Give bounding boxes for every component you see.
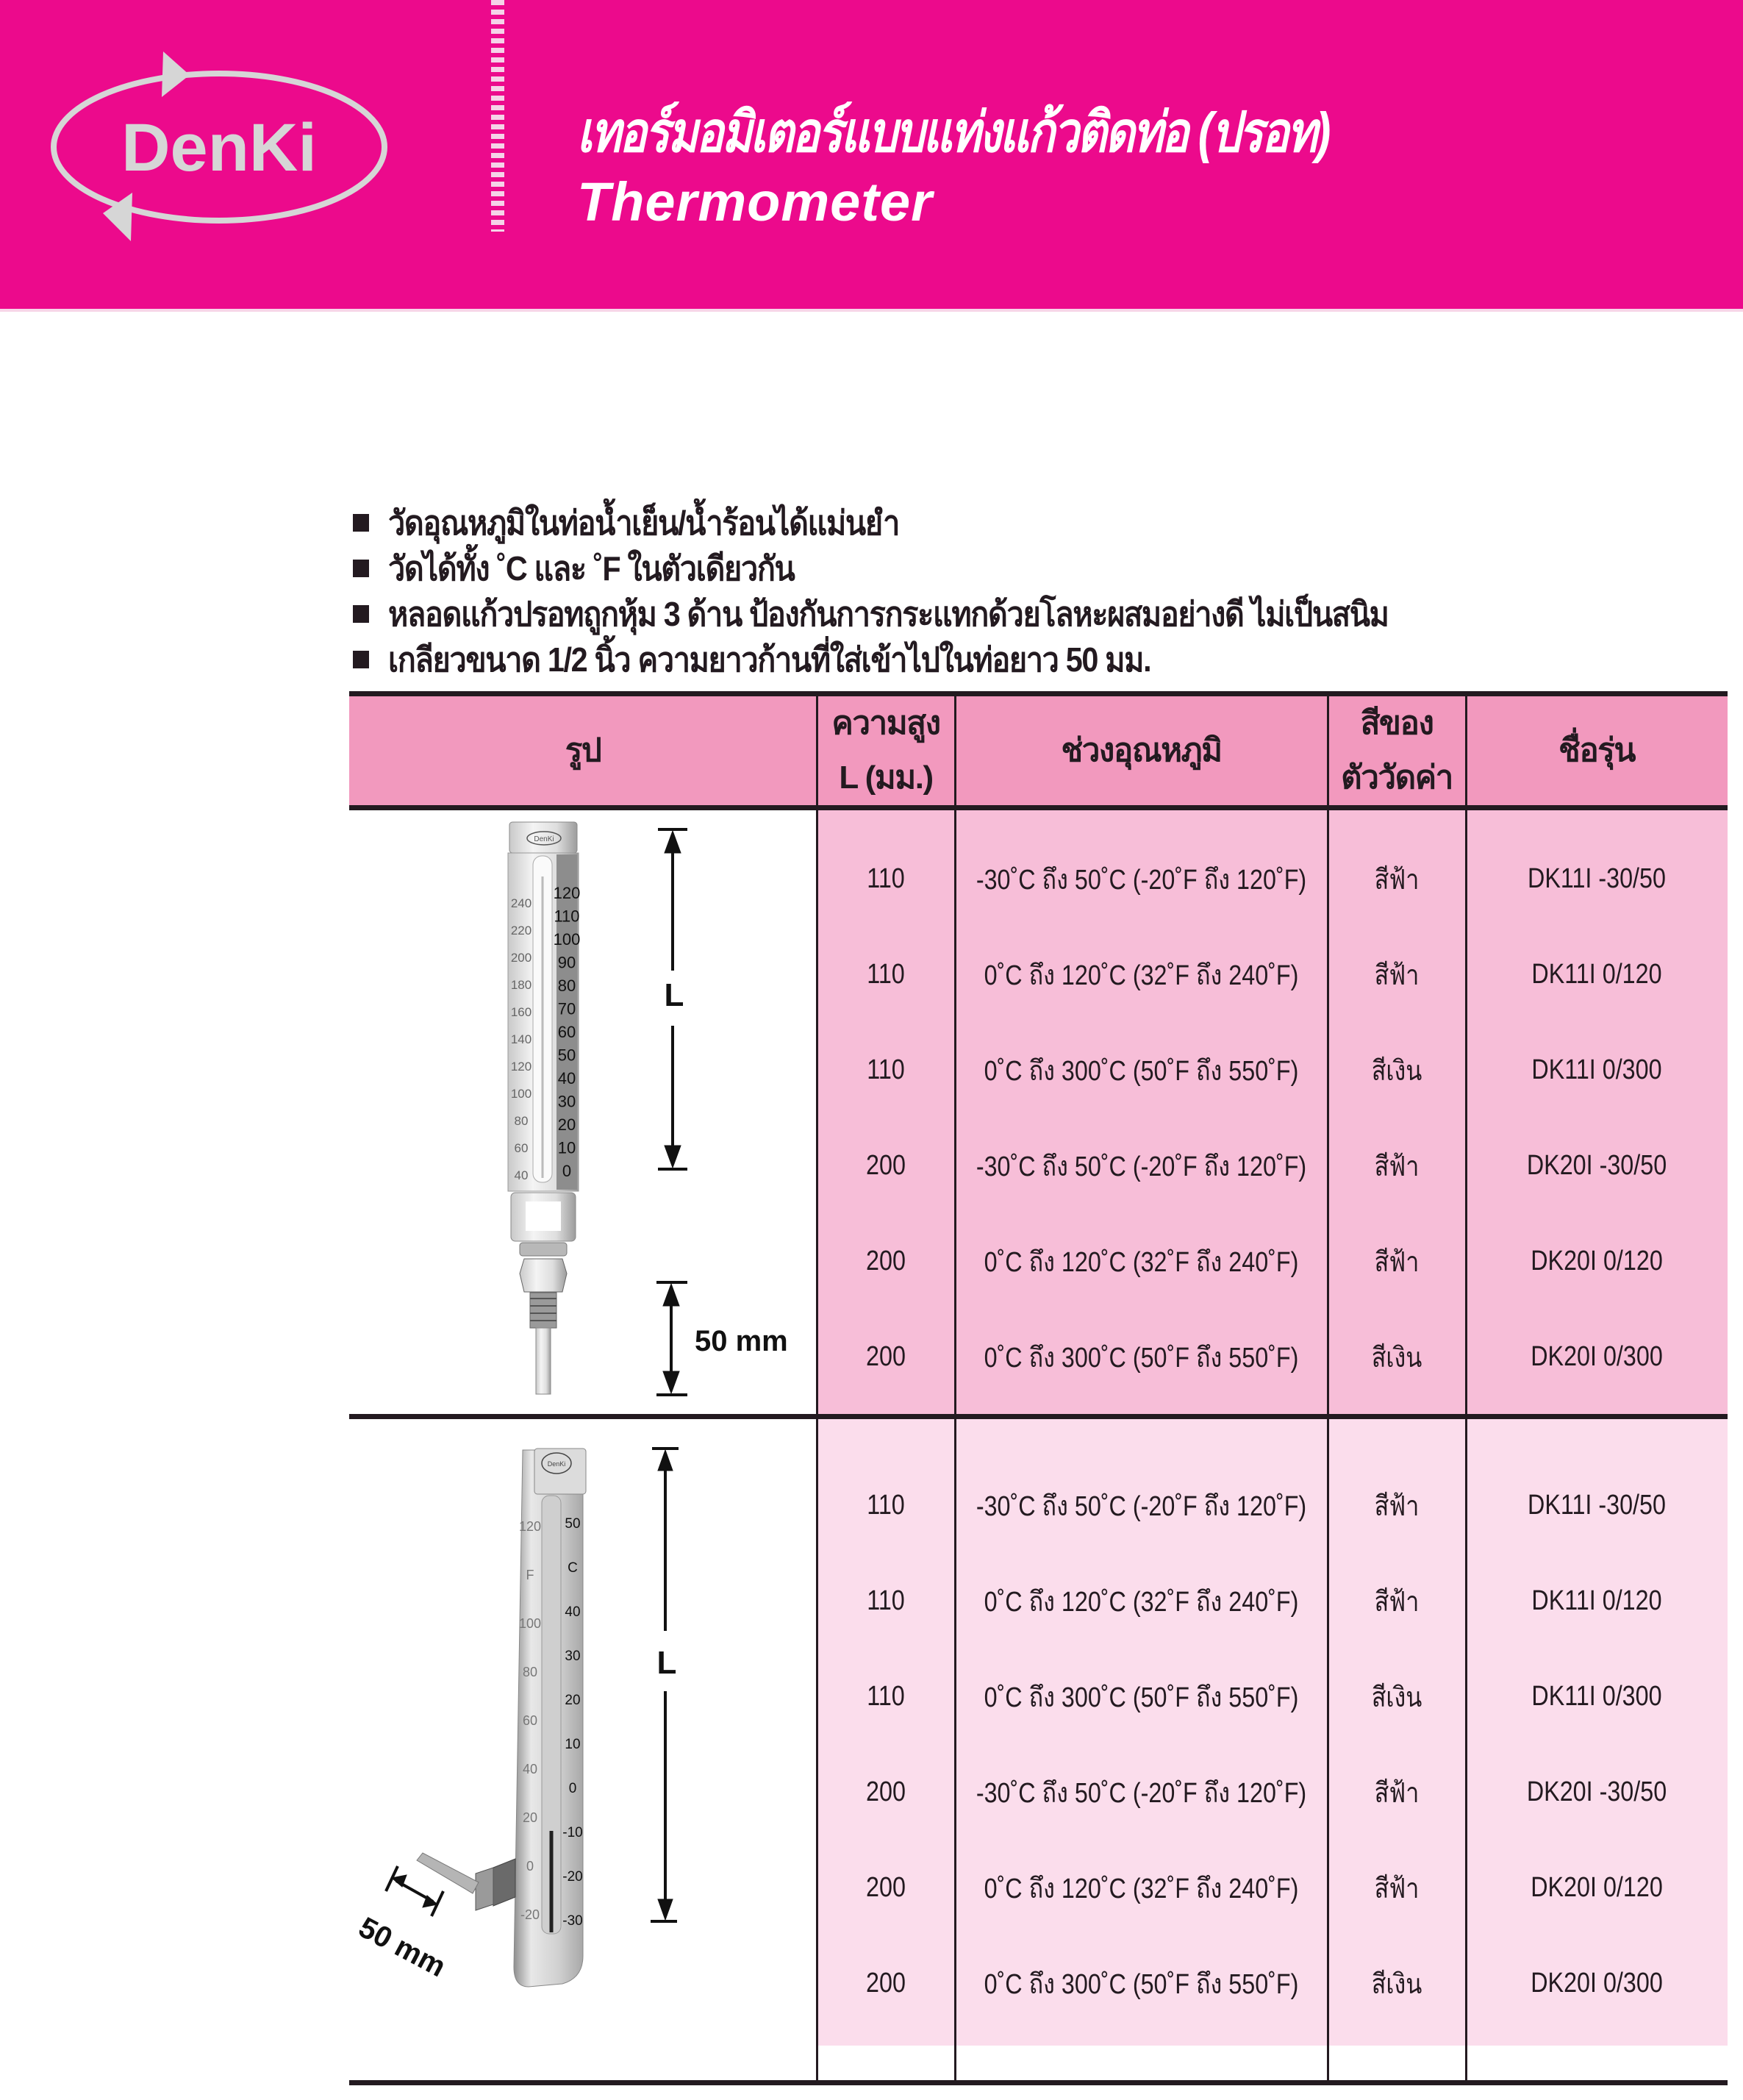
model-cell: DK11I 0/300 bbox=[1531, 1054, 1662, 1085]
straight-thermometer-image bbox=[349, 810, 817, 1414]
scale-tick-label: 220 bbox=[510, 924, 532, 938]
scale-tick-label: -10 bbox=[562, 1825, 583, 1840]
color-cell: สีฟ้า bbox=[1374, 1490, 1420, 1522]
scale-tick-label: 120 bbox=[518, 1519, 542, 1534]
page-title-thai: เทอร์มอมิเตอร์แบบแท่งแก้วติดท่อ (ปรอท) bbox=[577, 101, 1329, 164]
feature-item bbox=[353, 591, 1500, 637]
scale-tick-label: 80 bbox=[522, 1665, 538, 1679]
header-color bbox=[1328, 696, 1466, 805]
model-cell: DK20I 0/120 bbox=[1531, 1245, 1663, 1276]
scale-tick-label: C bbox=[568, 1560, 578, 1576]
group-separator bbox=[349, 1414, 1728, 1419]
dimension-stem-label: 50 mm bbox=[695, 1325, 788, 1357]
height-cell: 110 bbox=[867, 958, 905, 990]
header-image-label: รูป bbox=[565, 732, 601, 768]
header-image bbox=[349, 696, 817, 805]
scale-tick-label: 240 bbox=[510, 896, 532, 910]
column-rule bbox=[1327, 696, 1329, 2080]
feature-text: วัดได้ทั้ง ˚C และ ˚F ในตัวเดียวกัน bbox=[388, 549, 795, 588]
scale-tick-label: 100 bbox=[510, 1087, 532, 1101]
header-color-line2: ตัววัดค่า bbox=[1341, 760, 1453, 796]
color-cell: สีฟ้า bbox=[1374, 960, 1420, 991]
range-cell: 0˚C ถึง 300˚C (50˚F ถึง 550˚F) bbox=[984, 1968, 1299, 2000]
height-cell: 200 bbox=[866, 1245, 906, 1276]
color-cell: สีฟ้า bbox=[1374, 1873, 1420, 1904]
header-height-line2: L (มม.) bbox=[839, 760, 933, 796]
header-range-label: ช่วงอุณหภูมิ bbox=[1061, 732, 1222, 768]
table-row bbox=[817, 1865, 1728, 1910]
model-cell: DK20I 0/300 bbox=[1531, 1340, 1663, 1372]
stem bbox=[417, 1853, 479, 1893]
scale-tick-label: 0 bbox=[562, 1162, 572, 1180]
scale-tick-label: 30 bbox=[565, 1649, 581, 1664]
scale-tick-label: 0 bbox=[526, 1859, 534, 1874]
range-cell: 0˚C ถึง 300˚C (50˚F ถึง 550˚F) bbox=[984, 1682, 1299, 1713]
scale-tick-label: 70 bbox=[557, 999, 576, 1018]
scale-tick-label: 40 bbox=[557, 1069, 576, 1088]
feature-item bbox=[353, 546, 1500, 591]
lock-nut bbox=[520, 1243, 567, 1256]
model-cell: DK11I 0/120 bbox=[1531, 1585, 1662, 1616]
page-title-english: Thermometer bbox=[577, 171, 933, 232]
table-row bbox=[817, 1335, 1728, 1379]
dimension-stem-arrow-icon bbox=[656, 1282, 687, 1395]
scale-tick-label: 20 bbox=[565, 1693, 581, 1708]
color-cell: สีฟ้า bbox=[1374, 1246, 1420, 1278]
dimension-L-label: L bbox=[656, 1645, 677, 1681]
color-cell: สีฟ้า bbox=[1374, 1586, 1420, 1618]
color-cell: สีฟ้า bbox=[1374, 864, 1420, 896]
model-cell: DK11I 0/120 bbox=[1531, 958, 1662, 990]
scale-tick-label: F bbox=[526, 1568, 534, 1582]
range-cell: 0˚C ถึง 120˚C (32˚F ถึง 240˚F) bbox=[984, 960, 1299, 991]
table-row bbox=[817, 857, 1728, 901]
table-row bbox=[817, 1674, 1728, 1718]
denki-logo bbox=[22, 44, 404, 257]
range-cell: 0˚C ถึง 300˚C (50˚F ถึง 550˚F) bbox=[984, 1342, 1299, 1374]
header-range bbox=[955, 696, 1328, 805]
scale-tick-label: 10 bbox=[565, 1737, 581, 1752]
header-height-line1: ความสูง bbox=[831, 705, 940, 741]
column-rule bbox=[1465, 696, 1467, 2080]
scale-tick-label: 110 bbox=[554, 907, 580, 926]
header-model-label: ชื่อรุ่น bbox=[1558, 732, 1635, 768]
height-cell: 110 bbox=[867, 863, 905, 894]
column-rule bbox=[954, 696, 956, 2080]
badge-text: DenKi bbox=[547, 1460, 566, 1468]
header-model bbox=[1466, 696, 1728, 805]
range-cell: 0˚C ถึง 120˚C (32˚F ถึง 240˚F) bbox=[984, 1586, 1299, 1618]
scale-tick-label: 120 bbox=[553, 884, 581, 902]
color-cell: สีฟ้า bbox=[1374, 1151, 1420, 1182]
height-cell: 200 bbox=[866, 1967, 906, 1999]
height-cell: 110 bbox=[867, 1489, 905, 1521]
scale-tick-label: 60 bbox=[557, 1023, 576, 1041]
feature-text: หลอดแก้วปรอทถูกหุ้ม 3 ด้าน ป้องกันการกระแทกด้วยโลหะผสมอย่างดี ไม่เป็นสนิม bbox=[388, 594, 1389, 633]
header-color-line1: สีของ bbox=[1360, 705, 1434, 741]
dimension-L-arrow-icon bbox=[651, 1449, 679, 1921]
scale-tick-label: 50 bbox=[557, 1046, 576, 1065]
range-cell: -30˚C ถึง 50˚C (-20˚F ถึง 120˚F) bbox=[976, 1490, 1307, 1522]
height-cell: 200 bbox=[866, 1871, 906, 1903]
image-cell bbox=[349, 1419, 817, 2046]
color-cell: สีเงิน bbox=[1371, 1682, 1422, 1713]
scale-tick-label: 80 bbox=[557, 976, 576, 995]
thread bbox=[476, 1868, 493, 1910]
feature-text: เกลียวขนาด 1/2 นิ้ว ความยาวก้านที่ใส่เข้าไปในท่อยาว 50 มม. bbox=[388, 640, 1151, 679]
range-cell: -30˚C ถึง 50˚C (-20˚F ถึง 120˚F) bbox=[976, 1777, 1307, 1809]
image-cell bbox=[349, 810, 817, 1414]
dimension-stem-label: 50 mm bbox=[353, 1911, 451, 1984]
table-row bbox=[817, 1961, 1728, 2005]
product-group-straight bbox=[349, 810, 1728, 1414]
scale-tick-label: 80 bbox=[514, 1114, 529, 1128]
scale-tick-label: 200 bbox=[510, 951, 532, 965]
color-cell: สีเงิน bbox=[1371, 1342, 1422, 1374]
scale-tick-label: -20 bbox=[520, 1907, 540, 1922]
feature-item bbox=[353, 637, 1500, 682]
scale-tick-label: 10 bbox=[557, 1138, 576, 1157]
scale-tick-label: 50 bbox=[565, 1516, 581, 1532]
feature-text: วัดอุณหภูมิในท่อน้ำเย็น/น้ำร้อนได้แม่นยำ bbox=[388, 503, 900, 542]
model-cell: DK20I 0/120 bbox=[1531, 1871, 1663, 1903]
dimension-L-label: L bbox=[664, 977, 684, 1013]
range-cell: 0˚C ถึง 120˚C (32˚F ถึง 240˚F) bbox=[984, 1246, 1299, 1278]
table-row bbox=[817, 1483, 1728, 1527]
scale-tick-label: 180 bbox=[510, 978, 532, 992]
feature-list bbox=[353, 500, 1500, 682]
table-bottom-rule bbox=[349, 2080, 1728, 2085]
scale-tick-label: 90 bbox=[557, 953, 576, 972]
hex-nut bbox=[520, 1259, 567, 1292]
bullet-square-icon bbox=[353, 560, 369, 577]
dimension-stem-arrow-icon bbox=[386, 1866, 443, 1916]
badge-text: DenKi bbox=[534, 835, 554, 843]
model-cell: DK11I -30/50 bbox=[1528, 863, 1666, 894]
table-row bbox=[817, 1048, 1728, 1092]
socket-window bbox=[526, 1201, 561, 1231]
scale-tick-label: 60 bbox=[514, 1141, 529, 1155]
model-cell: DK11I 0/300 bbox=[1531, 1680, 1662, 1712]
range-cell: -30˚C ถึง 50˚C (-20˚F ถึง 120˚F) bbox=[976, 1151, 1307, 1182]
scale-tick-label: 0 bbox=[568, 1781, 577, 1796]
model-cell: DK20I -30/50 bbox=[1526, 1776, 1667, 1807]
scale-tick-label: -20 bbox=[562, 1869, 583, 1885]
header-height bbox=[817, 696, 955, 805]
model-cell: DK20I 0/300 bbox=[1531, 1967, 1663, 1999]
scale-tick-label: 100 bbox=[553, 930, 581, 949]
scale-tick-label: -30 bbox=[562, 1913, 583, 1929]
scale-tick-label: 160 bbox=[510, 1005, 532, 1019]
height-cell: 200 bbox=[866, 1340, 906, 1372]
height-cell: 200 bbox=[866, 1149, 906, 1181]
scale-tick-label: 30 bbox=[557, 1092, 576, 1111]
table-row bbox=[817, 1143, 1728, 1188]
angled-thermometer-image bbox=[349, 1419, 817, 2046]
table-row bbox=[817, 1579, 1728, 1623]
hex-nut bbox=[493, 1859, 515, 1906]
height-cell: 110 bbox=[867, 1054, 905, 1085]
logo-text: DenKi bbox=[121, 110, 317, 185]
range-cell: 0˚C ถึง 300˚C (50˚F ถึง 550˚F) bbox=[984, 1055, 1299, 1087]
model-cell: DK11I -30/50 bbox=[1528, 1489, 1666, 1521]
feature-item bbox=[353, 500, 1500, 546]
range-cell: -30˚C ถึง 50˚C (-20˚F ถึง 120˚F) bbox=[976, 864, 1307, 896]
table-row bbox=[817, 952, 1728, 996]
scale-tick-label: 20 bbox=[557, 1115, 576, 1134]
model-cell: DK20I -30/50 bbox=[1526, 1149, 1667, 1181]
color-cell: สีเงิน bbox=[1371, 1968, 1422, 2000]
logo-arrow-right-icon bbox=[162, 51, 190, 97]
range-cell: 0˚C ถึง 120˚C (32˚F ถึง 240˚F) bbox=[984, 1873, 1299, 1904]
header-divider bbox=[491, 0, 504, 232]
scale-tick-label: 20 bbox=[522, 1810, 538, 1825]
scale-tick-label: 120 bbox=[510, 1060, 532, 1074]
table-row bbox=[817, 1770, 1728, 1814]
scale-tick-label: 140 bbox=[510, 1032, 532, 1046]
bullet-square-icon bbox=[353, 514, 369, 532]
stem bbox=[536, 1328, 551, 1394]
color-cell: สีเงิน bbox=[1371, 1055, 1422, 1087]
scale-tick-label: 40 bbox=[514, 1168, 529, 1182]
height-cell: 110 bbox=[867, 1680, 905, 1712]
header-band-edge bbox=[0, 309, 1743, 312]
scale-tick-label: 40 bbox=[522, 1762, 538, 1776]
product-group-angled bbox=[349, 1419, 1728, 2046]
height-cell: 200 bbox=[866, 1776, 906, 1807]
thermometer-head bbox=[534, 1449, 586, 1494]
bullet-square-icon bbox=[353, 605, 369, 623]
table-row bbox=[817, 1239, 1728, 1283]
column-rule bbox=[816, 696, 818, 2080]
color-cell: สีฟ้า bbox=[1374, 1777, 1420, 1809]
table-header bbox=[349, 691, 1728, 810]
scale-tick-label: 100 bbox=[518, 1616, 542, 1631]
scale-tick-label: 60 bbox=[522, 1713, 538, 1728]
height-cell: 110 bbox=[867, 1585, 905, 1616]
bullet-square-icon bbox=[353, 651, 369, 668]
scale-tick-label: 40 bbox=[565, 1604, 581, 1620]
